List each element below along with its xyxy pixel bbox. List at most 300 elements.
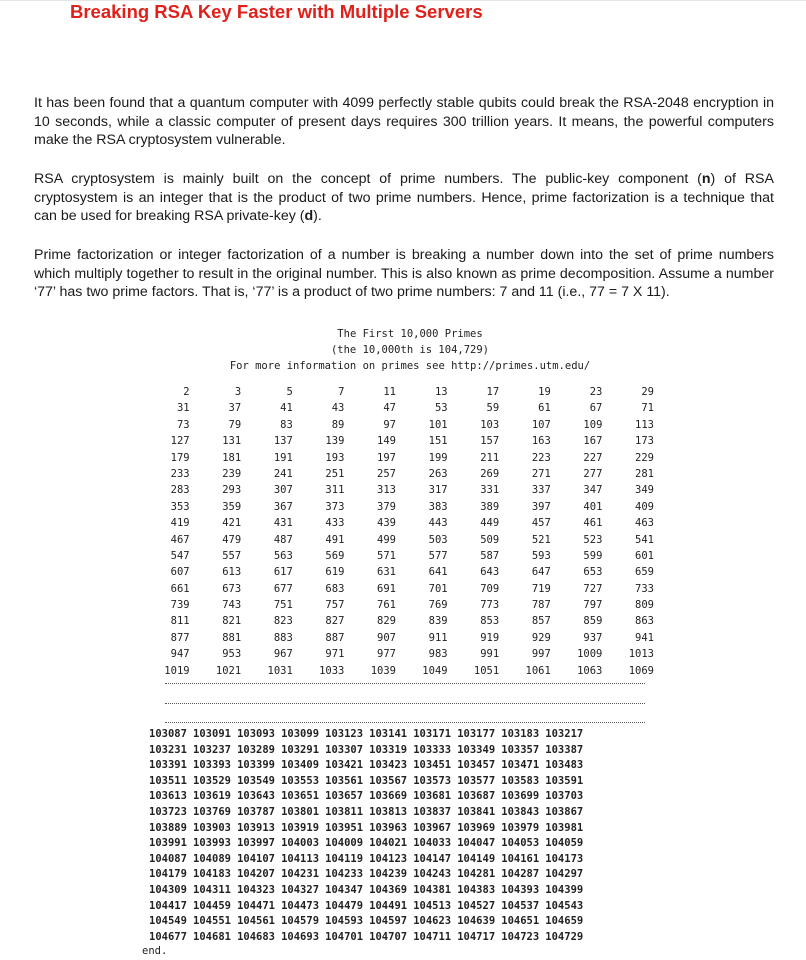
prime-cell: 103387 xyxy=(545,743,584,756)
prime-cell: 103841 xyxy=(457,805,496,818)
prime-cell: 103409 xyxy=(281,759,320,772)
prime-cell: 521 xyxy=(531,533,551,546)
prime-cell: 104651 xyxy=(501,915,540,928)
prime-cell: 103723 xyxy=(149,805,187,818)
prime-cell: 104723 xyxy=(501,930,540,943)
prime-cell: 229 xyxy=(635,451,654,464)
prime-cell: 587 xyxy=(480,549,500,562)
prime-cell: 103787 xyxy=(237,805,275,818)
prime-cell: 104003 xyxy=(281,837,320,850)
prime-cell: 113 xyxy=(635,418,654,431)
prime-cell: 397 xyxy=(531,500,551,513)
prime-cell: 1031 xyxy=(267,664,293,677)
prime-cell: 23 xyxy=(589,386,603,398)
prime-cell: 103457 xyxy=(457,759,496,772)
prime-cell: 937 xyxy=(583,631,603,644)
prime-row xyxy=(142,515,658,531)
prime-cell: 103553 xyxy=(281,774,320,787)
prime-cell: 701 xyxy=(428,582,448,595)
prime-cell: 643 xyxy=(480,566,500,579)
prime-cell: 197 xyxy=(377,451,396,464)
prime-cell: 827 xyxy=(325,615,345,628)
prime-cell: 199 xyxy=(428,451,448,464)
prime-cell: 104113 xyxy=(281,852,320,865)
prime-cell: 104327 xyxy=(281,883,320,896)
prime-cell: 761 xyxy=(377,599,396,612)
prime-cell: 104551 xyxy=(193,915,231,928)
prime-row xyxy=(142,466,658,482)
prime-cell: 967 xyxy=(273,648,293,661)
prime-cell: 109 xyxy=(583,418,603,431)
prime-cell: 1009 xyxy=(577,648,603,661)
prime-cell: 103577 xyxy=(457,774,496,787)
prime-cell: 104123 xyxy=(369,852,408,865)
paragraph-quantum: It has been found that a quantum computer with 4099 perfectly stable qubits could break the RSA-2048 encryption in 10 seconds, while a classic computer of present days requires 300 trillion years. It means, the powerful computers make the RSA cryptosystem vulnerable. xyxy=(34,95,774,149)
prime-cell: 277 xyxy=(583,467,603,480)
prime-cell: 103319 xyxy=(369,743,408,756)
prime-cell: 439 xyxy=(377,517,396,530)
prime-cell: 179 xyxy=(170,451,190,464)
first-primes-table xyxy=(142,384,658,679)
prime-cell: 1013 xyxy=(628,648,654,661)
prime-row xyxy=(142,630,658,646)
prime-cell: 739 xyxy=(170,599,190,612)
prime-cell: 653 xyxy=(583,566,603,579)
prime-cell: 103171 xyxy=(413,728,452,740)
prime-cell: 727 xyxy=(583,582,603,595)
prime-cell: 491 xyxy=(325,533,345,546)
prime-cell: 599 xyxy=(583,549,603,562)
prime-cell: 173 xyxy=(635,435,654,448)
paragraph-rsa-part3: ). xyxy=(313,208,322,225)
prime-cell: 181 xyxy=(222,451,242,464)
prime-row xyxy=(142,597,658,613)
prime-cell: 919 xyxy=(480,631,500,644)
prime-cell: 103837 xyxy=(413,805,452,818)
prime-cell: 719 xyxy=(531,582,551,595)
prime-cell: 331 xyxy=(480,484,500,497)
prime-row xyxy=(142,581,658,597)
prime-cell: 467 xyxy=(170,533,190,546)
prime-row xyxy=(149,836,589,852)
prime-cell: 103979 xyxy=(501,821,540,834)
prime-cell: 103 xyxy=(480,418,500,431)
prime-cell: 211 xyxy=(480,451,500,464)
prime-cell: 104701 xyxy=(325,930,364,943)
prime-row xyxy=(149,867,589,883)
prime-cell: 104683 xyxy=(237,930,275,943)
prime-cell: 379 xyxy=(377,500,396,513)
prime-cell: 104087 xyxy=(149,852,187,865)
prime-cell: 104021 xyxy=(369,837,408,850)
prime-cell: 139 xyxy=(325,435,345,448)
prime-cell: 104383 xyxy=(457,883,496,896)
prime-cell: 571 xyxy=(377,549,396,562)
prime-cell: 104033 xyxy=(413,837,452,850)
prime-cell: 104179 xyxy=(149,868,187,881)
prime-cell: 104681 xyxy=(193,930,231,943)
prime-cell: 503 xyxy=(428,533,448,546)
prime-cell: 53 xyxy=(434,402,448,415)
prime-cell: 257 xyxy=(377,467,396,480)
prime-cell: 659 xyxy=(635,566,654,579)
prime-cell: 263 xyxy=(428,467,448,480)
prime-cell: 401 xyxy=(583,500,603,513)
prime-cell: 104527 xyxy=(457,899,496,912)
ellipsis-row xyxy=(165,722,645,723)
prime-cell: 103619 xyxy=(193,790,231,803)
prime-cell: 104677 xyxy=(149,930,187,943)
prime-cell: 103483 xyxy=(545,759,584,772)
prime-cell: 593 xyxy=(531,549,551,562)
prime-cell: 104473 xyxy=(281,899,320,912)
prime-cell: 103421 xyxy=(325,759,364,772)
prime-cell: 104233 xyxy=(325,868,364,881)
prime-cell: 853 xyxy=(480,615,500,628)
prime-cell: 619 xyxy=(325,566,345,579)
prime-cell: 3 xyxy=(234,386,242,398)
prime-cell: 241 xyxy=(273,467,293,480)
prime-cell: 349 xyxy=(635,484,654,497)
prime-cell: 17 xyxy=(486,386,500,398)
prime-cell: 73 xyxy=(176,418,190,431)
prime-cell: 823 xyxy=(273,615,293,628)
paragraph-rsa-part2: ) of RSA cryptosystem is an integer that is the product of two prime numbers. Hence, prime factorization is a technique that can be used for breaking RSA private-key ( xyxy=(34,171,774,225)
prime-cell: 103981 xyxy=(545,821,584,834)
prime-cell: 449 xyxy=(480,517,500,530)
prime-cell: 347 xyxy=(583,484,603,497)
paragraph-rsa xyxy=(34,170,774,226)
prime-cell: 443 xyxy=(428,517,448,530)
prime-cell: 104479 xyxy=(325,899,364,912)
prime-cell: 683 xyxy=(325,582,345,595)
prime-cell: 97 xyxy=(383,418,396,431)
prime-cell: 104729 xyxy=(545,930,584,943)
prime-cell: 883 xyxy=(273,631,293,644)
prime-cell: 661 xyxy=(170,582,190,595)
prime-cell: 103991 xyxy=(149,837,187,850)
prime-cell: 103549 xyxy=(237,774,275,787)
prime-row xyxy=(142,646,658,662)
prime-cell: 877 xyxy=(170,631,190,644)
variable-d: d xyxy=(304,208,314,225)
prime-cell: 127 xyxy=(170,435,190,448)
prime-cell: 104693 xyxy=(281,930,320,943)
ellipsis-row xyxy=(165,683,645,684)
variable-n: n xyxy=(701,171,711,187)
prime-cell: 191 xyxy=(273,451,293,464)
prime-cell: 103811 xyxy=(325,805,364,818)
prime-cell: 107 xyxy=(531,418,551,431)
prime-cell: 137 xyxy=(273,435,293,448)
prime-cell: 103889 xyxy=(149,821,187,834)
prime-cell: 103567 xyxy=(369,774,408,787)
prime-row xyxy=(149,727,589,743)
prime-cell: 163 xyxy=(531,435,551,448)
prime-cell: 103867 xyxy=(545,805,584,818)
prime-cell: 104593 xyxy=(325,915,364,928)
prime-cell: 19 xyxy=(538,386,551,398)
prime-cell: 104183 xyxy=(193,868,231,881)
prime-cell: 673 xyxy=(222,582,242,595)
prime-cell: 5 xyxy=(286,386,293,398)
prime-cell: 859 xyxy=(583,615,603,628)
prime-cell: 509 xyxy=(480,533,500,546)
prime-cell: 563 xyxy=(273,549,293,562)
prime-cell: 149 xyxy=(377,435,396,448)
prime-cell: 103813 xyxy=(369,805,408,818)
prime-cell: 104297 xyxy=(545,868,584,881)
prime-cell: 103997 xyxy=(237,837,275,850)
prime-cell: 104309 xyxy=(149,883,187,896)
prime-cell: 419 xyxy=(170,517,190,530)
prime-cell: 809 xyxy=(635,599,654,612)
prime-cell: 547 xyxy=(170,549,190,562)
prime-cell: 31 xyxy=(176,402,190,415)
prime-cell: 103969 xyxy=(457,821,496,834)
primes-header-info: For more information on primes see http://primes.utm.edu/ xyxy=(229,360,591,372)
prime-cell: 797 xyxy=(583,599,603,612)
prime-cell: 293 xyxy=(222,484,242,497)
prime-cell: 1051 xyxy=(473,664,500,677)
prime-cell: 104459 xyxy=(193,899,231,912)
prime-cell: 307 xyxy=(273,484,293,497)
prime-cell: 359 xyxy=(222,500,242,513)
prime-cell: 71 xyxy=(641,402,654,415)
prime-row xyxy=(142,564,658,580)
prime-cell: 104243 xyxy=(413,868,452,881)
prime-cell: 1033 xyxy=(319,664,345,677)
prime-row xyxy=(142,384,658,400)
prime-cell: 104347 xyxy=(325,883,364,896)
prime-cell: 59 xyxy=(486,402,500,415)
prime-cell: 104381 xyxy=(413,883,452,896)
prime-cell: 613 xyxy=(222,566,242,579)
prime-cell: 103177 xyxy=(457,728,496,740)
prime-cell: 421 xyxy=(222,517,242,530)
prime-cell: 569 xyxy=(325,549,345,562)
prime-cell: 104639 xyxy=(457,915,496,928)
prime-cell: 269 xyxy=(480,467,500,480)
prime-cell: 167 xyxy=(583,435,603,448)
prime-cell: 104711 xyxy=(413,930,452,943)
prime-row xyxy=(142,482,658,498)
prime-cell: 709 xyxy=(480,582,500,595)
prime-cell: 773 xyxy=(480,599,500,612)
prime-cell: 461 xyxy=(583,517,603,530)
prime-cell: 104009 xyxy=(325,837,364,850)
prime-cell: 857 xyxy=(531,615,551,628)
prime-cell: 104537 xyxy=(501,899,540,912)
prime-cell: 104287 xyxy=(501,868,540,881)
prime-cell: 103307 xyxy=(325,743,364,756)
prime-cell: 997 xyxy=(531,648,551,661)
paragraph-factorization: Prime factorization or integer factorization of a number is breaking a number down into the set of prime numbers which multiply together to result in the original number. This is also known as prime decomposition. Assume a number ‘77’ has two prime factors. That is, ‘77’ is a product of two prime numbers: 7 and 11 (i.e., 77 = 7 X 11). xyxy=(34,247,774,301)
prime-cell: 103967 xyxy=(413,821,452,834)
prime-cell: 104173 xyxy=(545,852,584,865)
prime-cell: 499 xyxy=(377,533,396,546)
prime-cell: 61 xyxy=(538,402,551,415)
prime-row xyxy=(142,613,658,629)
prime-cell: 104707 xyxy=(369,930,408,943)
prime-cell: 881 xyxy=(222,631,242,644)
prime-cell: 691 xyxy=(377,582,396,595)
prime-cell: 103451 xyxy=(413,759,452,772)
prime-cell: 983 xyxy=(428,648,448,661)
prime-row xyxy=(149,774,589,790)
prime-cell: 193 xyxy=(325,451,345,464)
prime-cell: 104491 xyxy=(369,899,408,912)
prime-cell: 104323 xyxy=(237,883,275,896)
prime-cell: 104543 xyxy=(545,899,584,912)
prime-cell: 929 xyxy=(531,631,551,644)
prime-cell: 487 xyxy=(273,533,293,546)
prime-cell: 577 xyxy=(428,549,448,562)
prime-cell: 89 xyxy=(331,418,345,431)
prime-cell: 1061 xyxy=(525,664,551,677)
prime-cell: 104717 xyxy=(457,930,496,943)
prime-cell: 104597 xyxy=(369,915,408,928)
prime-cell: 743 xyxy=(222,599,242,612)
prime-cell: 131 xyxy=(222,435,242,448)
prime-cell: 83 xyxy=(280,418,293,431)
prime-cell: 2 xyxy=(183,386,190,398)
prime-cell: 313 xyxy=(377,484,396,497)
prime-cell: 1049 xyxy=(422,664,448,677)
prime-row xyxy=(149,743,589,759)
prime-cell: 103769 xyxy=(193,805,231,818)
prime-cell: 103291 xyxy=(281,743,320,756)
ellipsis-row xyxy=(165,703,645,704)
prime-cell: 103843 xyxy=(501,805,540,818)
prime-cell: 103561 xyxy=(325,774,364,787)
prime-cell: 103237 xyxy=(193,743,231,756)
prime-cell: 103529 xyxy=(193,774,231,787)
prime-cell: 104059 xyxy=(545,837,584,850)
prime-cell: 103919 xyxy=(281,821,320,834)
prime-cell: 41 xyxy=(280,402,293,415)
prime-cell: 647 xyxy=(531,566,551,579)
prime-row xyxy=(149,758,589,774)
prime-row xyxy=(149,789,589,805)
prime-cell: 103699 xyxy=(501,790,540,803)
prime-cell: 907 xyxy=(377,631,396,644)
primes-header-subtitle: (the 10,000th is 104,729) xyxy=(330,344,490,356)
prime-cell: 104149 xyxy=(457,852,496,865)
prime-cell: 1019 xyxy=(164,664,190,677)
prime-cell: 79 xyxy=(228,418,242,431)
prime-cell: 103349 xyxy=(457,743,496,756)
prime-cell: 103651 xyxy=(281,790,320,803)
prime-cell: 1063 xyxy=(577,664,603,677)
prime-cell: 227 xyxy=(583,451,603,464)
prime-cell: 523 xyxy=(583,533,603,546)
prime-cell: 104239 xyxy=(369,868,408,881)
prime-cell: 11 xyxy=(383,386,396,398)
prime-cell: 941 xyxy=(635,631,654,644)
prime-cell: 104231 xyxy=(281,868,320,881)
prime-cell: 103231 xyxy=(149,743,187,756)
prime-cell: 151 xyxy=(428,435,448,448)
prime-cell: 103591 xyxy=(545,774,584,787)
prime-cell: 311 xyxy=(325,484,345,497)
prime-cell: 104513 xyxy=(413,899,452,912)
prime-cell: 601 xyxy=(635,549,654,562)
prime-cell: 271 xyxy=(531,467,551,480)
prime-row xyxy=(142,450,658,466)
prime-cell: 1069 xyxy=(628,664,654,677)
prime-cell: 557 xyxy=(222,549,242,562)
prime-cell: 103963 xyxy=(369,821,408,834)
prime-cell: 839 xyxy=(428,615,448,628)
prime-row xyxy=(149,930,589,946)
prime-cell: 383 xyxy=(428,500,448,513)
prime-cell: 233 xyxy=(170,467,190,480)
prime-row xyxy=(142,663,658,679)
prime-cell: 103099 xyxy=(281,728,320,740)
prime-cell: 821 xyxy=(222,615,242,628)
prime-cell: 103681 xyxy=(413,790,452,803)
prime-row xyxy=(142,532,658,548)
prime-cell: 103183 xyxy=(501,728,540,740)
prime-cell: 104561 xyxy=(237,915,275,928)
prime-cell: 103993 xyxy=(193,837,231,850)
prime-cell: 103087 xyxy=(149,728,187,740)
prime-cell: 103093 xyxy=(237,728,275,740)
prime-row xyxy=(149,805,589,821)
prime-cell: 104281 xyxy=(457,868,496,881)
prime-cell: 479 xyxy=(222,533,242,546)
prime-cell: 103951 xyxy=(325,821,364,834)
prime-cell: 353 xyxy=(170,500,190,513)
last-primes-table xyxy=(149,727,589,945)
prime-cell: 433 xyxy=(325,517,345,530)
prime-cell: 733 xyxy=(635,582,654,595)
prime-cell: 103903 xyxy=(193,821,231,834)
prime-cell: 103399 xyxy=(237,759,275,772)
prime-cell: 953 xyxy=(222,648,242,661)
prime-cell: 103357 xyxy=(501,743,540,756)
prime-row xyxy=(142,499,658,515)
prime-cell: 457 xyxy=(531,517,551,530)
prime-cell: 37 xyxy=(228,402,242,415)
prime-cell: 104369 xyxy=(369,883,408,896)
prime-cell: 103423 xyxy=(369,759,408,772)
prime-cell: 103217 xyxy=(545,728,584,740)
prime-row xyxy=(149,883,589,899)
prime-cell: 431 xyxy=(273,517,293,530)
prime-cell: 103393 xyxy=(193,759,231,772)
prime-cell: 103583 xyxy=(501,774,540,787)
prime-cell: 103613 xyxy=(149,790,187,803)
prime-cell: 223 xyxy=(531,451,551,464)
prime-cell: 104161 xyxy=(501,852,540,865)
prime-cell: 7 xyxy=(338,386,345,398)
end-marker: end. xyxy=(142,945,168,957)
prime-cell: 29 xyxy=(641,386,654,398)
primes-header-title: The First 10,000 Primes xyxy=(337,328,483,340)
prime-cell: 104147 xyxy=(413,852,452,865)
prime-cell: 104579 xyxy=(281,915,320,928)
prime-cell: 769 xyxy=(428,599,448,612)
prime-row xyxy=(142,417,658,433)
prime-cell: 103703 xyxy=(545,790,584,803)
prime-cell: 337 xyxy=(531,484,551,497)
prime-cell: 104047 xyxy=(457,837,496,850)
prime-cell: 283 xyxy=(170,484,190,497)
prime-cell: 67 xyxy=(589,402,603,415)
paragraph-rsa-part1: RSA cryptosystem is mainly built on the concept of prime numbers. The public-key component ( xyxy=(34,171,702,187)
